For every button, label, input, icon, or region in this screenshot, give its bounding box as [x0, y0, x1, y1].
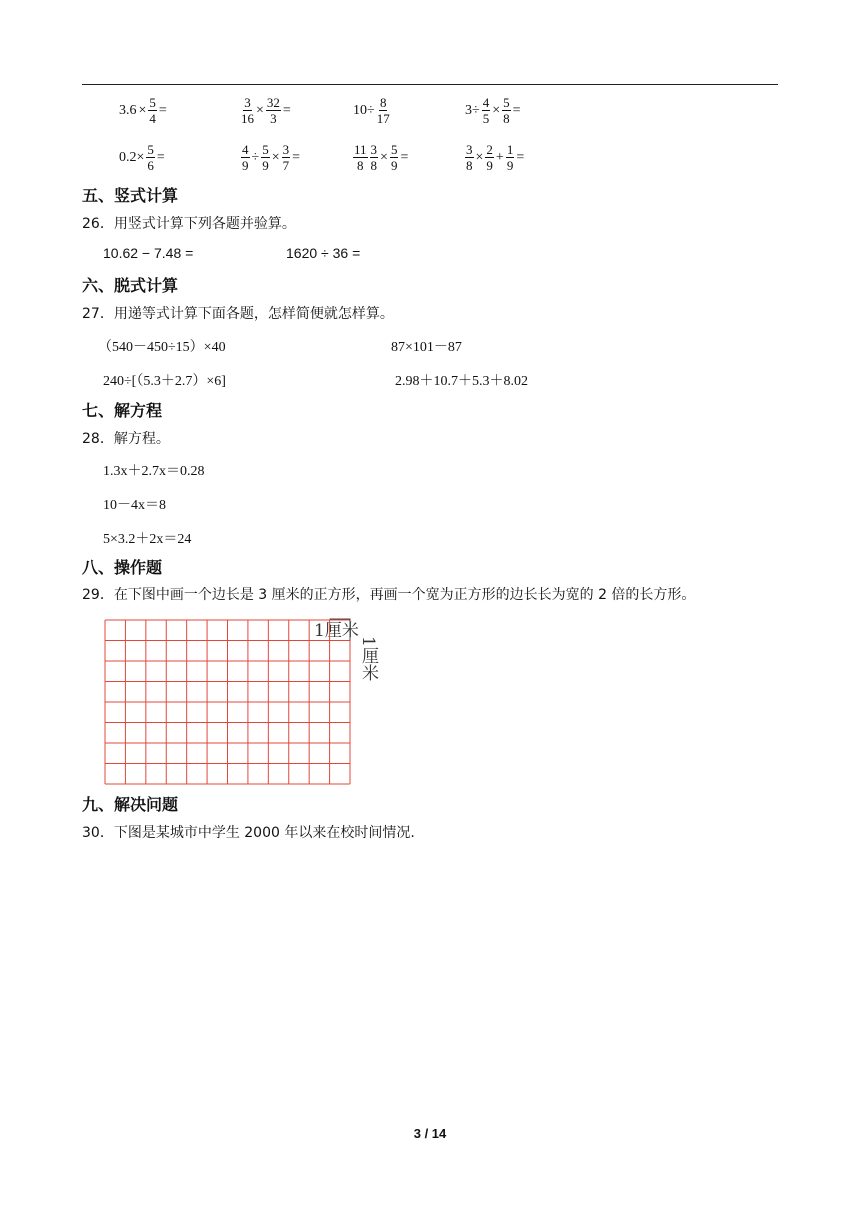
page-number: 3 / 14: [413, 1126, 447, 1141]
fraction: $\frac{3}{8}$: [370, 142, 378, 173]
expr-text: ×: [138, 102, 147, 118]
fraction: $\frac{2}{9}$: [486, 142, 493, 173]
expr-text: 3.6: [119, 102, 137, 118]
square-grid: [104, 618, 394, 788]
header-rule: [82, 84, 778, 85]
unit-label-horizontal: 1厘米: [314, 621, 359, 641]
expr-text: ×: [271, 149, 280, 165]
section-heading-6: 六、脱式计算: [82, 276, 179, 295]
problem-27a: （540－450÷15）×40: [98, 340, 226, 355]
expr-4: [464, 96, 522, 125]
expr-6: [240, 143, 301, 172]
expr-1: [118, 96, 168, 125]
unit-label-vertical: 1厘米: [358, 636, 378, 681]
expr-2: [240, 96, 292, 125]
expr-text: =: [512, 102, 521, 118]
problem-26a: 10.62 − 7.48 =: [103, 245, 194, 261]
problem-26b: 1620 ÷ 36 =: [286, 245, 361, 261]
question-26: 26．用竖式计算下列各题并验算。: [82, 216, 296, 232]
question-30: 30．下图是某城市中学生 2000 年以来在校时间情况.: [82, 825, 415, 841]
expr-text: 10÷: [353, 102, 375, 118]
fraction: $\frac{3}{16}$: [241, 95, 254, 126]
equation-28a: 1.3x＋2.7x＝0.28: [103, 464, 205, 479]
fraction: $\frac{8}{17}$: [376, 95, 390, 126]
problem-27d: 2.98＋10.7＋5.3＋8.02: [395, 374, 528, 389]
fraction: $\frac{4}{9}$: [242, 142, 249, 173]
expr-text: =: [156, 149, 165, 165]
expr-text: =: [292, 149, 300, 165]
expr-3: [352, 96, 391, 125]
fraction: $\frac{5}{6}$: [147, 142, 154, 173]
fraction: $\frac{3}{7}$: [282, 142, 290, 173]
expr-text: =: [282, 102, 291, 118]
expr-text: ÷: [251, 149, 260, 165]
fraction: $\frac{5}{9}$: [390, 142, 398, 173]
expr-text: +: [495, 149, 504, 165]
expr-text: ×: [492, 102, 501, 118]
expr-text: 0.2×: [119, 149, 145, 165]
expr-text: =: [158, 102, 167, 118]
expr-text: =: [400, 149, 409, 165]
expr-text: 3÷: [465, 102, 480, 118]
fraction: $\frac{5}{8}$: [503, 95, 510, 126]
question-28: 28．解方程。: [82, 431, 170, 447]
fraction: $\frac{11}{8}$: [354, 142, 367, 173]
fraction: $\frac{5}{4}$: [149, 95, 156, 126]
expr-7: [352, 143, 409, 172]
expr-5: [118, 143, 166, 172]
section-heading-7: 七、解方程: [82, 401, 163, 420]
expr-text: ×: [380, 149, 388, 165]
section-heading-8: 八、操作题: [82, 558, 163, 577]
fraction: $\frac{4}{5}$: [482, 95, 490, 126]
section-heading-9: 九、解决问题: [82, 795, 179, 814]
unit-bracket: [330, 619, 350, 641]
expr-text: ×: [475, 149, 484, 165]
expr-8: [464, 143, 525, 172]
expr-text: ×: [256, 102, 264, 118]
problem-27c: 240÷[（5.3＋2.7）×6]: [103, 374, 226, 389]
fraction: $\frac{3}{8}$: [466, 142, 473, 173]
question-29: 29．在下图中画一个边长是 3 厘米的正方形，再画一个宽为正方形的边长长为宽的 2 倍的长方形。: [82, 587, 696, 603]
fraction: $\frac{1}{9}$: [506, 142, 514, 173]
equation-28c: 5×3.2＋2x＝24: [103, 532, 192, 547]
fraction: $\frac{5}{9}$: [262, 142, 269, 173]
problem-27b: 87×101－87: [391, 340, 462, 355]
equation-28b: 10－4x＝8: [103, 498, 166, 513]
section-heading-5: 五、竖式计算: [82, 186, 179, 205]
question-27: 27．用递等式计算下面各题，怎样简便就怎样算。: [82, 306, 394, 322]
expr-text: =: [516, 149, 525, 165]
fraction: $\frac{32}{3}$: [266, 95, 280, 126]
